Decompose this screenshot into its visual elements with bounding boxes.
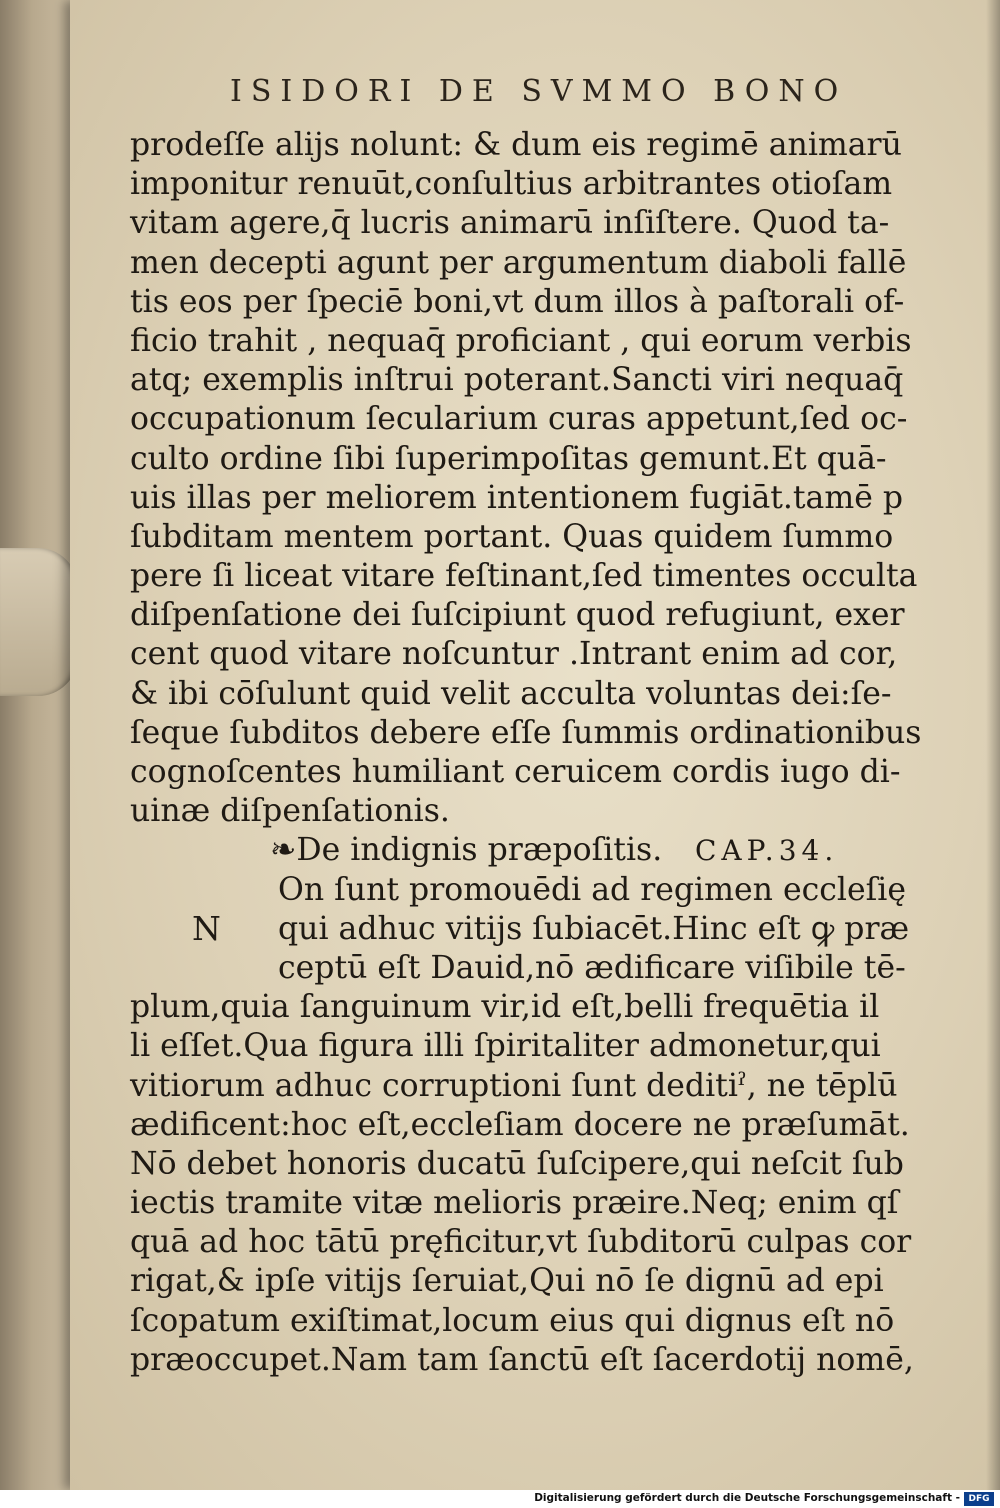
text-line: diſpenſatione dei ſuſcipiunt quod refugiunt, exer <box>130 597 905 634</box>
text-line: Nō debet honoris ducatū ſuſcipere,qui neſcit ſub <box>130 1145 904 1182</box>
book-page-edge <box>0 0 80 1490</box>
page-body <box>130 126 922 1380</box>
drop-initial-block <box>130 871 910 989</box>
text-line: li eſſet.Qua figura illi ſpiritaliter admonetur,qui <box>130 1028 881 1065</box>
text-line: & ibi cōſulunt quid velit acculta voluntas dei:ſe- <box>130 675 892 712</box>
text-line: men decepti agunt per argumentum diaboli fallē <box>130 244 907 281</box>
text-line: ſeque ſubditos debere eſſe ſummis ordinationibus <box>130 714 922 751</box>
text-line: culto ordine ſibi ſuperimpoſitas gemunt.Et quā- <box>130 440 887 477</box>
text-line: ficio trahit , nequaq̄ proficiant , qui eorum verbis <box>130 322 912 359</box>
text-line: uis illas per meliorem intentionem fugiāt.tamē p <box>130 479 904 516</box>
dfg-logo-icon: DFG <box>964 1492 994 1506</box>
text-line: præoccupet.Nam tam ſanctū eſt ſacerdotij nomē, <box>130 1341 914 1378</box>
text-line: iectis tramite vitæ melioris præire.Neq; enim qſ <box>130 1185 899 1222</box>
text-line: On ſunt promouēdi ad regimen eccleſię <box>278 871 906 908</box>
text-line: ædificent:hoc eſt,eccleſiam docere ne præſumāt. <box>130 1106 910 1143</box>
text-line: qui adhuc vitijs ſubiacēt.Hinc eſt ꝙ præ <box>278 910 910 947</box>
text-line: occupationum ſecularium curas appetunt,ſed oc- <box>130 401 908 438</box>
chapter-heading: ❧De indignis præpoſitis. <box>270 832 663 869</box>
text-line: tis eos per ſpeciē boni,vt dum illos à paſtorali of- <box>130 283 905 320</box>
book-clasp <box>0 548 78 696</box>
text-line: atq; exemplis inſtrui poterant.Sancti viri nequaq̄ <box>130 362 904 399</box>
text-line: cent quod vitare noſcuntur .Intrant enim ad cor, <box>130 636 898 673</box>
funding-credit: Digitalisierung gefördert durch die Deutsche Forschungsgemeinschaft - <box>534 1492 960 1504</box>
text-line: vitam agere,q̄ lucris animarū inſiſtere. Quod ta- <box>130 205 890 242</box>
text-line: uinæ diſpenſationis. <box>130 793 450 830</box>
chapter-number: CAP.34. <box>695 834 839 868</box>
text-line: rigat,& ipſe vitijs ſeruiat,Qui nō ſe dignū ad epi <box>130 1263 884 1300</box>
text-line: ſubditam mentem portant. Quas quidem ſummo <box>130 518 894 555</box>
text-line: quā ad hoc tātū pręficitur,vt ſubditorū culpas cor <box>130 1224 912 1261</box>
chapter-heading-row <box>130 831 900 870</box>
text-line: cognoſcentes humiliant ceruicem cordis iugo di- <box>130 754 901 790</box>
text-line: ſcopatum exiſtimat,locum eius qui dignus eſt nō <box>130 1302 895 1339</box>
running-header: ISIDORI DE SVMMO BONO <box>230 74 848 109</box>
text-line: prodeſſe alijs nolunt: & dum eis regimē animarū <box>130 127 902 163</box>
text-line: ceptū eſt Dauid,nō ædificare viſibile tē- <box>278 949 906 986</box>
text-line: imponitur renuūt,conſultius arbitrantes otioſam <box>130 166 893 203</box>
text-line: pere ſi liceat vitare feſtinant,ſed timentes occulta <box>130 558 918 595</box>
drop-initial: N <box>192 908 221 948</box>
text-line: plum,quia ſanguinum vir,id eſt,belli frequētia il <box>130 989 880 1026</box>
text-line: vitiorum adhuc corruptioni ſunt deditiˀ, ne tēplū <box>130 1067 898 1104</box>
